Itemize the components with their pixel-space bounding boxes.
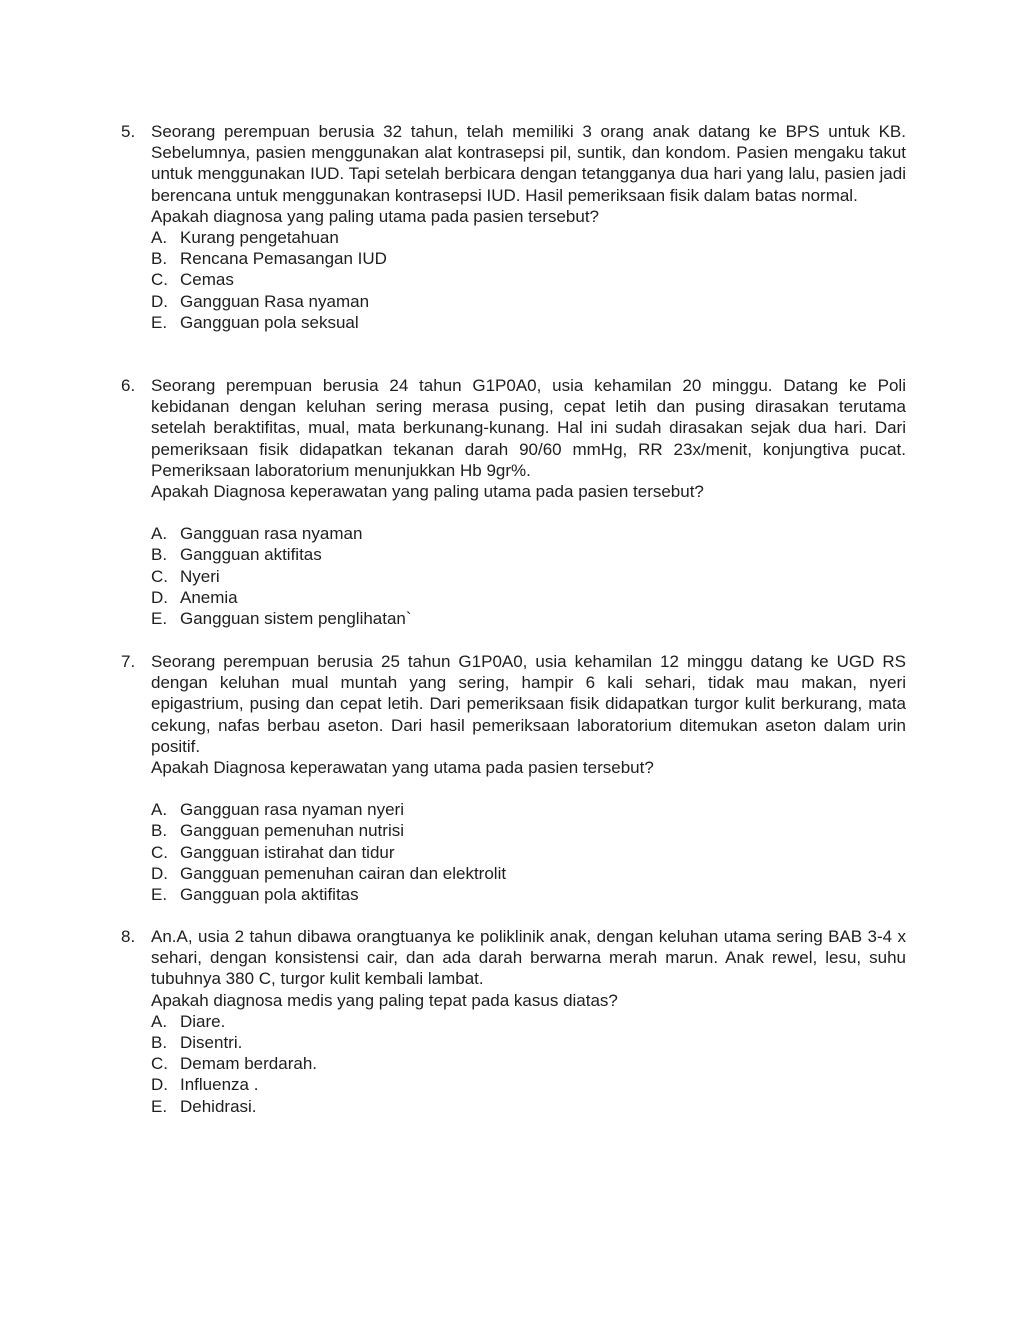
option-text: Dehidrasi.	[180, 1096, 257, 1116]
answer-options	[151, 227, 906, 333]
question-6	[121, 375, 906, 629]
question-text: Seorang perempuan berusia 25 tahun G1P0A0, usia kehamilan 12 minggu datang ke UGD RS dengan keluhan mual muntah yang sering, hampir 6 kali sehari, tidak mau makan, nyeri epigastrium, pusing dan cepat letih. Dari pemeriksaan fisik didapatkan turgor kulit berkurang, mata cekung, nafas berbau aseton. Dari hasil pemeriksaan laboratorium ditemukan aseton dalam urin positif.	[151, 652, 906, 756]
option-letter: D.	[151, 587, 168, 607]
option-a	[151, 1011, 906, 1032]
option-letter: E.	[151, 885, 168, 905]
option-text: Nyeri	[180, 566, 220, 586]
option-d	[151, 1074, 906, 1095]
option-text: Gangguan rasa nyaman	[180, 524, 363, 544]
question-prompt: Apakah Diagnosa keperawatan yang utama pada pasien tersebut?	[151, 758, 654, 778]
option-letter: E.	[151, 609, 168, 629]
option-b	[151, 544, 906, 565]
option-text: Gangguan Rasa nyaman	[180, 291, 370, 311]
option-d	[151, 863, 906, 884]
option-a	[151, 799, 906, 820]
question-prompt: Apakah diagnosa medis yang paling tepat pada kasus diatas?	[151, 990, 618, 1010]
option-c	[151, 1053, 906, 1074]
question-body	[151, 651, 906, 905]
option-text: Gangguan pola seksual	[180, 312, 359, 332]
option-e	[151, 608, 906, 629]
question-prompt: Apakah Diagnosa keperawatan yang paling utama pada pasien tersebut?	[151, 482, 704, 502]
option-text: Disentri.	[180, 1033, 243, 1053]
option-c	[151, 566, 906, 587]
option-letter: C.	[151, 270, 168, 290]
answer-options	[151, 1011, 906, 1117]
option-letter: A.	[151, 1011, 168, 1031]
question-number: 8.	[121, 927, 136, 946]
option-a	[151, 227, 906, 248]
option-e	[151, 884, 906, 905]
option-letter: D.	[151, 863, 168, 883]
option-letter: B.	[151, 1033, 168, 1053]
option-text: Anemia	[180, 587, 238, 607]
option-letter: D.	[151, 291, 168, 311]
option-text: Demam berdarah.	[180, 1054, 318, 1074]
question-prompt: Apakah diagnosa yang paling utama pada pasien tersebut?	[151, 206, 600, 226]
option-e	[151, 312, 906, 333]
option-letter: B.	[151, 821, 168, 841]
question-text: An.A, usia 2 tahun dibawa orangtuanya ke poliklinik anak, dengan keluhan utama sering BAB 3-4 x sehari, dengan konsistensi cair, dan ada darah berwarna merah marun. Anak rewel, lesu, suhu tubuhnya 380 C, turgor kulit kembali lambat.	[151, 927, 906, 989]
option-c	[151, 269, 906, 290]
option-letter: A.	[151, 524, 168, 544]
option-c	[151, 842, 906, 863]
option-b	[151, 248, 906, 269]
option-text: Gangguan rasa nyaman nyeri	[180, 800, 404, 820]
option-text: Rencana Pemasangan IUD	[180, 249, 387, 269]
question-7	[121, 651, 906, 905]
question-number: 7.	[121, 652, 136, 671]
question-text: Seorang perempuan berusia 32 tahun, telah memiliki 3 orang anak datang ke BPS untuk KB. Sebelumnya, pasien menggunakan alat kontrasepsi pil, suntik, dan kondom. Pasien mengaku takut untuk menggunakan IUD. Tapi setelah berbicara dengan tetangganya dua hari yang lalu, pasien jadi berencana untuk menggunakan kontrasepsi IUD. Hasil pemeriksaan fisik dalam batas normal.	[151, 122, 906, 205]
option-letter: B.	[151, 249, 168, 269]
option-letter: A.	[151, 228, 168, 248]
question-number: 5.	[121, 122, 136, 141]
option-d	[151, 291, 906, 312]
option-text: Kurang pengetahuan	[180, 228, 339, 248]
option-letter: C.	[151, 842, 168, 862]
question-number: 6.	[121, 376, 136, 395]
option-letter: C.	[151, 1054, 168, 1074]
option-text: Gangguan sistem penglihatan`	[180, 609, 412, 629]
option-e	[151, 1096, 906, 1117]
option-letter: A.	[151, 800, 168, 820]
answer-options	[151, 799, 906, 905]
option-text: Gangguan istirahat dan tidur	[180, 842, 395, 862]
option-d	[151, 587, 906, 608]
option-letter: E.	[151, 312, 168, 332]
option-letter: C.	[151, 566, 168, 586]
option-letter: E.	[151, 1096, 168, 1116]
question-5	[121, 121, 906, 333]
option-a	[151, 523, 906, 544]
option-b	[151, 1032, 906, 1053]
option-text: Gangguan pola aktifitas	[180, 885, 359, 905]
option-text: Influenza .	[180, 1075, 259, 1095]
question-body	[151, 926, 906, 1117]
option-text: Gangguan aktifitas	[180, 545, 322, 565]
question-8	[121, 926, 906, 1117]
question-text: Seorang perempuan berusia 24 tahun G1P0A0, usia kehamilan 20 minggu. Datang ke Poli kebidanan dengan keluhan sering merasa pusing, cepat letih dan pusing dirasakan terutama setelah beraktifitas, mual, mata berkunang-kunang. Hal ini sudah dirasakan sejak dua hari. Dari pemeriksaan fisik didapatkan tekanan darah 90/60 mmHg, RR 23x/menit, konjungtiva pucat. Pemeriksaan laboratorium menunjukkan Hb 9gr%.	[151, 376, 906, 480]
option-text: Cemas	[180, 270, 234, 290]
option-letter: B.	[151, 545, 168, 565]
option-b	[151, 820, 906, 841]
option-text: Gangguan pemenuhan nutrisi	[180, 821, 404, 841]
question-body	[151, 121, 906, 333]
answer-options	[151, 523, 906, 629]
option-text: Diare.	[180, 1011, 226, 1031]
option-letter: D.	[151, 1075, 168, 1095]
option-text: Gangguan pemenuhan cairan dan elektrolit	[180, 863, 507, 883]
question-body	[151, 375, 906, 629]
